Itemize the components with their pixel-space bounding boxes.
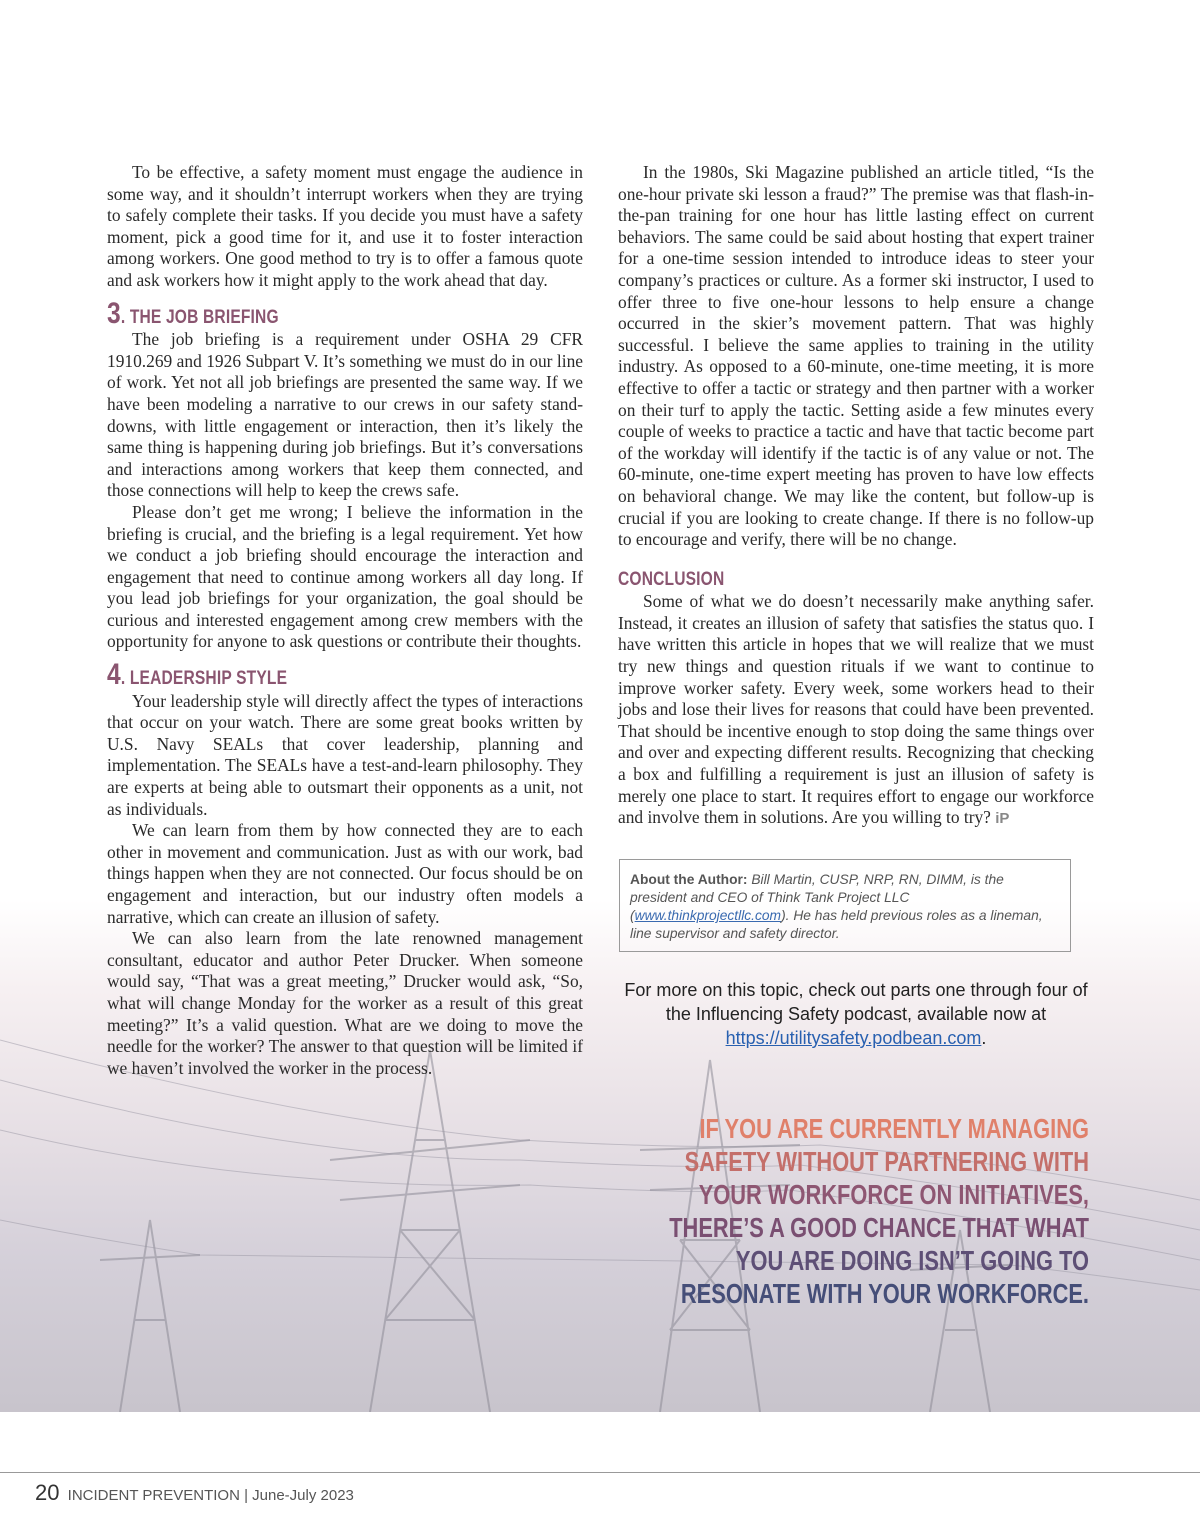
podcast-link[interactable]: https://utilitysafety.podbean.com [725, 1028, 982, 1048]
section-4-paragraph-2: We can learn from them by how connected they are to each other in movement and communication. Just as with our work, bad things happen when they are not connected. Our focus should be on engagement and interaction, but our industry often models a narrative, which can create an illusion of safety. [107, 820, 583, 927]
section-4-heading [107, 658, 497, 692]
pull-quote-line-5: YOU ARE DOING ISN’T GOING TO [735, 1245, 1089, 1276]
podcast-note-end: . [981, 1028, 987, 1048]
section-3-number: 3 [107, 296, 121, 330]
pull-quote-line-1: IF YOU ARE CURRENTLY MANAGING [699, 1113, 1089, 1144]
author-bio-text-2: ). He has held previous roles as a lineman, line supervisor and safety director. [630, 908, 1043, 941]
section-3-heading [107, 296, 497, 330]
section-4-number: 4 [107, 658, 121, 692]
podcast-note-text: For more on this topic, check out parts one through four of the Influencing Safety podcast, available now at [624, 980, 1088, 1024]
pull-quote-line-2: SAFETY WITHOUT PARTNERING WITH [684, 1146, 1089, 1177]
pull-quote-line-4: THERE’S A GOOD CHANCE THAT WHAT [669, 1212, 1089, 1243]
author-website-link[interactable]: www.thinkprojectllc.com [634, 908, 782, 923]
conclusion-paragraph [618, 591, 1094, 830]
pull-quote-line-6: RESONATE WITH YOUR WORKFORCE. [680, 1278, 1089, 1309]
section-3-paragraph-2: Please don’t get me wrong; I believe the information in the briefing is crucial, and the briefing is a legal requirement. Yet how we conduct a job briefing should encourage the interaction and engagement that need to continue among workers all day long. If you lead job briefings for your organization, the goal should be curious and interested engagement among crew members with the opportunity for anyone to ask questions or contribute their thoughts. [107, 501, 583, 652]
issue-date: June-July 2023 [252, 1487, 354, 1504]
pull-quote-line-3: YOUR WORKFORCE ON INITIATIVES, [698, 1179, 1089, 1210]
footer-divider [0, 1472, 1200, 1473]
conclusion-heading: CONCLUSION [618, 568, 725, 590]
right-column [618, 162, 1094, 830]
section-4-paragraph-1: Your leadership style will directly affect the types of interactions that occur on your watch. There are some great books written by U.S. Navy SEALs that cover leadership, planning and implementation. The SEALs have a test-and-learn philosophy. They are experts at being able to outsmart their opponents as a unit, not as individuals. [107, 690, 583, 819]
left-column [107, 162, 583, 1079]
page-number: 20 [35, 1480, 60, 1505]
podcast-note [618, 978, 1094, 1050]
section-4-title: . LEADERSHIP STYLE [120, 668, 288, 690]
section-4-paragraph-3: We can also learn from the late renowned management consultant, educator and author Peter Drucker. When someone would say, “That was a great meeting,” Drucker would ask, “So, what will change Monday for the worker as a result of this great meeting?” It’s a valid question. What are we doing to move the needle for the worker? The answer to that question will be limited if we haven’t involved the worker in the process. [107, 928, 583, 1078]
end-mark-logo: iP [995, 810, 1010, 828]
about-author-box [619, 859, 1071, 952]
page-footer [35, 1480, 354, 1506]
pull-quote [529, 1112, 1089, 1310]
section-3-paragraph-1: The job briefing is a requirement under OSHA 29 CFR 1910.269 and 1926 Subpart V. It’s something we must do in our line of work. Yet not all job briefings are presented the same way. If we have been modeling a narrative to our crews in our safety stand-downs, with little engagement or interaction, then it’s likely the same thing is happening during job briefings. But it’s conversations and interactions among workers that keep them connected, and those connections will help to keep the crews safe. [107, 329, 583, 501]
intro-paragraph: To be effective, a safety moment must engage the audience in some way, and it shouldn’t interrupt workers when they are trying to safely complete their tasks. If you decide you must have a safety moment, pick a good time for it, and use it to foster interaction among workers. One good method to try is to offer a famous quote and ask workers how it might apply to the work ahead that day. [107, 162, 583, 290]
conclusion-text: Some of what we do doesn’t necessarily make anything safer. Instead, it creates an illusion of safety that satisfies the status quo. I have written this article in hopes that we will realize that we must try new things and question rituals if we want to continue to improve worker safety. Every week, some workers head to their jobs and lose their lives for reasons that could have been prevented. That should be incentive enough to stop doing the same things over and over and expecting different results. Recognizing that checking a box and fulfilling a requirement is just an illusion of safety is merely one place to start. It requires effort to engage our workforce and involve them in solutions. Are you willing to try? [618, 591, 1094, 828]
section-3-title: . THE JOB BRIEFING [120, 306, 279, 328]
ski-lesson-paragraph: In the 1980s, Ski Magazine published an article titled, “Is the one-hour private ski lesson a fraud?” The premise was that flash-in-the-pan training for one hour has little lasting effect on current behaviors. The same could be said about hosting that expert trainer for a one-time session intended to introduce ideas to steer your company’s practices or culture. As a former ski instructor, I used to offer three to five one-hour lessons to help ensure a change occurred in the skier’s movement pattern. That was highly successful. I believe the same applies to training in the utility industry. As opposed to a 60-minute, one-time meeting, it is more effective to offer a tactic or strategy and then partner with a worker on their turf to apply the tactic. Setting aside a few minutes every couple of weeks to practice a tactic and have that tactic become part of the workday will identify if the tactic is of any value or not. The 60-minute, one-time expert meeting has proven to have low effects on behavioral change. We may like the content, but follow-up is crucial if you are looking to create change. If there is no follow-up to encourage and verify, there will be no change. [618, 162, 1094, 550]
author-bio-text-1: Bill Martin, CUSP, NRP, RN, DIMM, is the president and CEO of Think Tank Project LLC ( [630, 872, 1004, 923]
publication-name: INCIDENT PREVENTION [67, 1487, 240, 1504]
author-box-label: About the Author: [630, 872, 748, 887]
footer-separator: | [239, 1487, 253, 1504]
